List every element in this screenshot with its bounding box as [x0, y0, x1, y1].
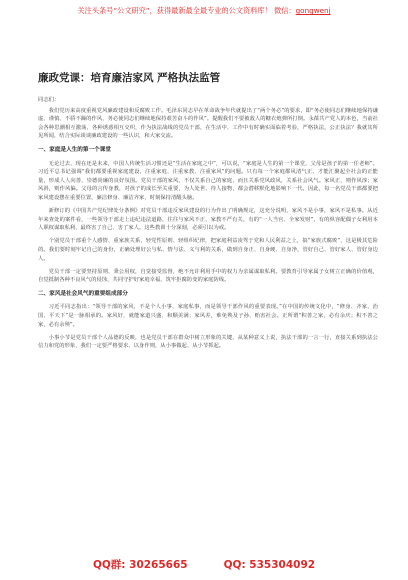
promo-banner-text: 关注头条号“公文研究”，获得最新最全最专业的公文资料库！ 微信：	[77, 6, 296, 15]
qq-group-number: QQ群: 30265665	[92, 559, 188, 571]
section-heading-1: 一、家庭是人生的第一个课堂	[38, 146, 111, 153]
promo-banner	[0, 6, 408, 16]
section1-paragraph: 个别党员干部重个人感情、重家族关系，轻党性原则、轻组织纪律，把家庭利益凌驾于党和人民利益之上，搞“家族式腐败”，这是极其危险的。我们要时刻牢记自己的身份，正确处理好公与私、情与法、义与利的关系，做到自身正、自身硬、自身净，管好自己、管好家人、管好身边人。	[38, 238, 378, 262]
section1-paragraph: 党员干部一定要坚持原则、秉公用权，自觉接受监督，绝不允许利用手中的权力为亲属谋取私利。要教育引导家属子女树立正确的价值观，自觉抵制各种不良风气的侵蚀，共同守护好家庭幸福，筑牢拒腐防变的家庭防线。	[38, 268, 378, 284]
section1-paragraph: 无论过去、现在还是未来，中国人传统生活习惯还是“生活在家庭之中”，可以说，“家庭是人生的第一个课堂，父母是孩子的第一任老师”。习近平总书记强调“我们都要重视家庭建设，注重家庭、注重家教、注重家风”的问题。只有每一个家庭都风清气正，才能汇聚起全社会的正能量，形成人人向善、崇德尚廉的良好氛围。党员干部的家风，不仅关系自己的家庭，而且关系党风政风，关系社会风气。家风正，则作风淳；家风斜，则作风偏。父母的言传身教，对孩子的成长至关重要，为人处世、待人接物，都会潜移默化地影响下一代。因此，每一名党员干部都要把家风建设摆在重要位置，廉洁修身、廉洁齐家，时刻保持清醒头脑。	[38, 160, 378, 201]
section2-paragraph: 小事小节是党员干部个人品德的反映，也是党员干部在群众中树立形象的关键，从某种意义上说，执法干部的一言一行，直接关系到执法公信力和党的形象，我们一定要严格要求、以身作则，从小事做起、从小节抓起。	[38, 334, 378, 350]
contact-footer	[0, 557, 408, 572]
wechat-id-link[interactable]: gongwenj	[295, 6, 331, 15]
section1-paragraph: 新修订的《中国共产党纪律处分条例》对党员干部违反家风建设的行为作出了明确规定，这充分说明，家风不是小事，家风不是私事。从近年来查处的案件看，一些领导干部走上违纪违法道路，往往与家风不正、家教不严有关，有的“一人当官、全家发财”，有的纵容配偶子女利用本人职权谋取私利，最终害了自己、害了家人。这些教训十分深刻，必须引以为戒。	[38, 208, 378, 232]
qq-number: QQ: 535304092	[223, 559, 316, 571]
section-heading-2: 二、家风是社会风气的重要组成部分	[38, 290, 128, 297]
document-body	[38, 96, 378, 355]
greeting: 同志们：	[38, 97, 60, 103]
intro-paragraph: 我们党历来高度重视党风廉政建设和反腐败工作。毛泽东同志早在革命战争年代就提出了“两个务必”的要求，即“务必使同志们继续地保持谦虚、谨慎、不骄不躁的作风，务必使同志们继续地保持艰苦奋斗的作风”。提醒我们不要被敌人的糖衣炮弹所打倒。永葆共产党人的本色，当前社会各种思潮相互激荡，各种诱惑相互交织，作为执法战线的党员干部，在生活中、工作中有时确实面临着考验，严格执法，公正执法？我就其所见所闻，结合实际谈谈廉政建设的一些认识，和大家交流。	[38, 107, 378, 140]
section2-paragraph: 习近平同志指出：“领导干部的家风，不是个人小事、家庭私事，而是领导干部作风的重要表现。”在中国的传统文化中，“修身、齐家、治国、平天下”是一脉相承的。家风好，就能家道兴盛、和顺美满；家风差，难免殃及子孙、贻害社会。正所谓“积善之家，必有余庆；积不善之家，必有余殃”。	[38, 304, 378, 328]
document-title: 廉政党课：培育廉洁家风 严格执法监管	[38, 72, 221, 84]
